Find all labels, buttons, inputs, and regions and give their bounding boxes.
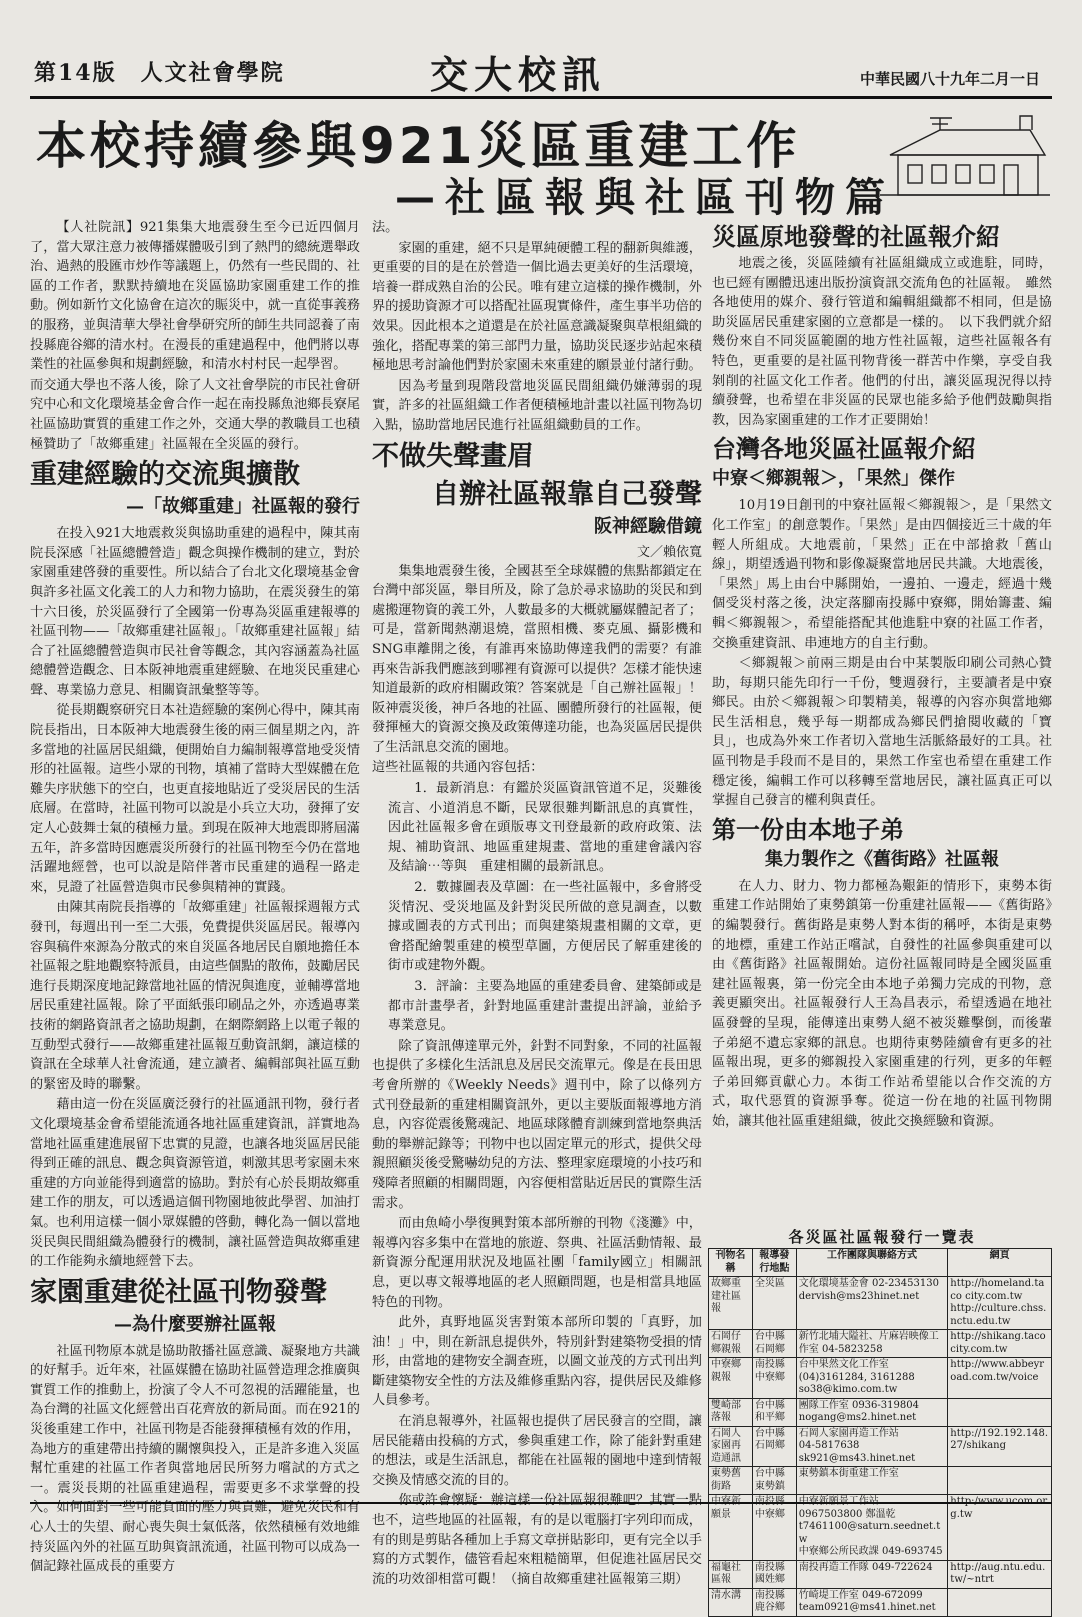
article-paragraph: 因為考量到現階段當地災區民間組織仍嫌薄弱的現實，許多的社區組織工作者便積極地計畫以社區刊物為切入點，協助當地居民進行社區組織動員的工作。	[372, 378, 702, 433]
paper-name: 交大校訊	[430, 52, 607, 97]
article-paragraph: 此外，真野地區災害對策本部所印製的「真野，加油！」中，則在新訊息提供外，特別針對建築物受損的情形，由當地的建物安全調查班，以圖文並茂的方式刊出判斷建築物安全性的方法及維修重點內容，提供居民及維修人員參考。	[372, 1315, 702, 1409]
directory-title: 各災區社區報發行一覽表	[788, 1228, 976, 1246]
column-header: 網頁	[948, 1249, 1052, 1277]
table-header-row	[709, 1249, 1052, 1277]
table-cell-web[interactable]	[948, 1467, 1052, 1495]
table-cell-web[interactable]: http:/www.ucom.org.tw	[948, 1495, 1052, 1561]
table-cell-name: 福龜社區報	[709, 1560, 753, 1588]
section-title-regional: 台灣各地災區社區報介紹	[712, 435, 976, 464]
article-paragraph: 社區刊物原本就是協助散播社區意識、凝聚地方共識的好幫手。近年來，社區媒體在協助社區營造理念推廣與實質工作的推動上，扮演了令人不可忽視的活躍能量，也為台灣的社區文化經營出百花齊放的新局面。而在921的災後重建工作中，社區刊物是否能發揮積極有效的作用，為地方的重建帶出持續的關懷與投入，正是許多進入災區幫忙重建的社區工作者與當地居民所努力嚐試的方式之一。震災長期的社區重建過程，需要更多不求掌聲的投入。如何面對一些可能負面的壓力與責難，避免災民和有心人士的失望、耐心喪失與士氣低落，依然積極有效地維持災區內外的社區互助與資訊流通，社區刊物可以成為一個記錄社區成長的重要方	[30, 1343, 360, 1575]
article-paragraph: 從長期觀察研究日本社造經驗的案例心得中，陳其南院長指出，日本阪神大地震發生後的兩三個星期之內，許多當地的社區居民組織，便開始自力編制報導當地受災情形的社區報。這些小眾的刊物，填補了當時大型媒體在危難失序狀態下的空白，也更直接地貼近了受災居民的生活底層。在當時，社區刊物可以說是小兵立大功，發揮了安定人心鼓舞士氣的積極力量。到現在阪神大地震即將屆滿五年，許多當時因應震災所發行的社區刊物至今仍在當地活躍地經營，也可以說是陪伴著市民重建的過程一路走來，見證了社區營造與市民參與精神的實踐。	[30, 703, 360, 895]
table-cell-contact[interactable]: 石岡人家園再造工作站 04-5817638 sk921@ms43.hinet.net	[796, 1426, 948, 1467]
list-item: 2．數據圖表及草圖：在一些社區報中，多會將受災情況、受災地區及針對災民所做的意見調查，以數據或圖表的方式刊出；而與建築規畫相關的文章，更會搭配繪製重建的模型草圖，方便居民了解重建後的街市或建物外觀。	[387, 880, 702, 974]
table-row	[709, 1330, 1052, 1358]
table-cell-name: 石岡仔鄉親報	[709, 1330, 753, 1358]
bottom-rule	[30, 1502, 1052, 1504]
section-title-exchange: 重建經驗的交流與擴散	[30, 459, 300, 491]
table-cell-area: 南投縣國姓鄉	[752, 1560, 796, 1588]
article-paragraph: 在投入921大地震救災與協助重建的過程中，陳其南院長深感「社區總體營造」觀念與操作機制的建立，對於家園重建啓發的重要性。所以結合了台北文化環境基金會與許多社區文化義工的人力和物力協助，在震災發生的第十六日後，於災區發行了全國第一份專為災區重建報導的社區刊物——「故鄉重建社區報」。「故鄉重建社區報」結合了社區總體營造與市民社會等觀念，其內容涵蓋為社區總體營造觀念、日本阪神地震重建經驗、在地災民重建心聲、專業協力意見、相關資訊彙整等等。	[30, 526, 360, 698]
article-paragraph: 這些社區報的共通內容包括：	[372, 760, 544, 776]
article-paragraph: 家園的重建，絕不只是單純硬體工程的翻新與維護，更重要的目的是在於營造一個比過去更美好的生活環境，培養一群成熟自治的公民。唯有建立這樣的操作機制，外界的援助資源才可以搭配社區現實條件，產生事半功倍的效果。因此根本之道還是在於社區意識凝聚與草根組織的強化，搭配專業的第三部門力量，協助災民逐步站起來積極地思考討論他們對於家園未來重建的願景並付諸行動。	[372, 240, 702, 374]
issue-date: 中華民國八十九年二月一日	[859, 70, 1040, 88]
column-right	[712, 218, 1052, 1218]
list-item: 1．最新消息：有鑑於災區資訊管道不足，災難後流言、小道消息不斷，民眾很難判斷訊息的真實性，因此社區報多會在頭版專文刊登最新的政府政策、法規、補助資訊、地區重建規畫、當地的重建會議內容及結論⋯等與 重建相關的最新訊息。	[387, 781, 702, 875]
directory-body	[709, 1277, 1052, 1617]
table-cell-name: 石岡人家園再造通訊	[709, 1426, 753, 1467]
table-cell-web[interactable]	[948, 1588, 1052, 1616]
table-row	[709, 1277, 1052, 1330]
article-paragraph: 地震之後，災區陸續有社區組織成立或進駐，同時，也已經有團體迅速出版扮演資訊交流角色的社區報。 雖然各地使用的媒介、發行管道和編輯組織都不相同，但是協助災區居民重建家園的立意都是一樣的。 以下我們就介紹幾份來自不同災區範圍的地方性社區報，這些社區報各有特色，更重要的是社區刊物背後一群苦中作樂，享受自我剝削的社區文化工作者。他們的付出，讓災區現況得以持續發聲，也希望在非災區的民眾也能多給予他們鼓勵與指教，因為家園重建的工作才正要開始！	[712, 256, 1052, 428]
table-cell-area: 全災區	[752, 1277, 796, 1330]
article-paragraph: 而由魚崎小學復興對策本部所辦的刊物《淺灘》中，報導內容多集中在當地的旅遊、祭典、社區活動情報、最新資源分配運用狀況及地區社團「family國立」相關訊息，更以專文報導地區的老人照顧問題，也是相當具地區特色的刊物。	[372, 1216, 702, 1310]
column-middle	[372, 218, 702, 1590]
section-subtitle-homeland: —為什麼要辦社區報	[114, 1313, 276, 1335]
table-cell-name: 中寮新願景	[709, 1495, 753, 1561]
main-headline: 本校持續參與921災區重建工作	[36, 117, 801, 175]
table-cell-web[interactable]: http://shikang.taco city.com.tw	[948, 1330, 1052, 1358]
table-cell-contact[interactable]: 文化環境基金會 02-23453130 dervish@ms23hinet.net	[796, 1277, 948, 1330]
article-paragraph: 法。	[372, 220, 399, 235]
table-cell-name: 東勢舊街路	[709, 1467, 753, 1495]
edition-label: 第14版 人文社會學院	[34, 60, 285, 86]
table-row	[709, 1398, 1052, 1426]
table-row	[709, 1588, 1052, 1616]
table-cell-contact[interactable]: 台中果然文化工作室 (04)3161284, 3161288 so38@kimo.com.tw	[796, 1358, 948, 1399]
table-cell-web[interactable]: http://aug.ntu.edu.tw/~ntrt	[948, 1560, 1052, 1588]
table-cell-contact[interactable]: 南投再造工作隊 049-722624	[796, 1560, 948, 1588]
article-paragraph: ＜鄉親報＞前兩三期是由台中某製版印刷公司熱心贊助，每期只能先印行一千份，雙週發行，主要讀者是中寮鄉民。由於＜鄉親報＞印製精美，報導的內容亦與當地鄉民生活相息，幾乎每一期都成為鄉民們搶閱收藏的「寶貝」，也成為外來工作者切入當地生活脈絡最好的工具。社區刊物是手段而不是目的，果然工作室也希望在重建工作穩定後，編輯工作可以移轉至當地居民，讓社區真正可以掌握自己發言的權利與責任。	[712, 656, 1052, 809]
article-paragraph: 在人力、財力、物力都極為艱鉅的情形下，東勢本街重建工作站開始了東勢鎮第一份重建社區報——《舊街路》的編製發行。舊街路是東勢人對本街的稱呼，本街是東勢的地標，重建工作站正嚐試，自發性的社區參與重建可以由《舊街路》社區報開始。這份社區報同時是全國災區重建社區報裏，第一份完全由本地子弟獨力完成的刊物，意義更顯突出。社區報發行人王為昌表示，希望透過在地社區發聲的呈現，能傳達出東勢人絕不被災難擊倒，而後輩子弟絕不遺忘家鄉的訊息。也期待東勢陸續會有更多的社區報出現，更多的鄉親投入家園重建的行列，更多的年輕子弟回鄉貢獻心力。本街工作站希望能以合作交流的方式，取代惡質的資源爭奪。從這一份在地的社區刊物開始，讓其他社區重建組織，彼此交換經驗和資源。	[712, 878, 1052, 1129]
table-cell-contact[interactable]: 新竹北埔大隘社、片麻岩映像工作室 04-5823258	[796, 1330, 948, 1358]
section-subtitle-old-street: 集力製作之《舊街路》社區報	[765, 848, 999, 870]
article-paragraph: 除了資訊傳達單元外，針對不同對象，不同的社區報也提供了多樣化生活訊息及居民交流單元。像是在長田思考會所辦的《Weekly Needs》週刊中，除了以條列方式刊登最新的重建相關資訊外，更以主要版面報導地方消息，內容從震後驚魂記、地區球隊體育訓練到當地祭典活動的舉辦記錄等；刊物中也以固定單元的形式，提供父母親照顧災後受驚嚇幼兒的方法、整理家庭環境的小技巧和殘障者照顧的相關問題，內容便相當貼近居民的實際生活需求。	[372, 1038, 702, 1211]
table-cell-area: 南投縣鹿谷鄉	[752, 1588, 796, 1616]
section-title-homeland: 家園重建從社區刊物發聲	[30, 1276, 327, 1308]
table-cell-name: 雙崎部落報	[709, 1398, 753, 1426]
table-cell-contact[interactable]: 團隊工作室 0936-319804 nogang@ms2.hinet.net	[796, 1398, 948, 1426]
table-row	[709, 1560, 1052, 1588]
table-cell-area: 台中縣石岡鄉	[752, 1426, 796, 1467]
article-paragraph: 藉由這一份在災區廣泛發行的社區通訊刊物，發行者文化環境基金會希望能流通各地社區重建資訊，詳實地為當地社區重建進展留下忠實的見證，也讓各地災區居民能得到正確的訊息、觀念與資源管道，刺激其思考家園未來重建的方向並能得到適當的協助。對於有心於長期故鄉重建工作的朋友，可以透過這個刊物園地彼此學習、加油打氣。也利用這樣一個小眾媒體的啓動，轉化為一個以當地災民與民間組織為體發行的機制，讓社區營造與故鄉重建的工作能夠永續地經營下去。	[30, 1097, 360, 1270]
table-cell-area: 台中縣石岡鄉	[752, 1330, 796, 1358]
table-cell-name: 中寮鄉親報	[709, 1358, 753, 1399]
column-header: 工作團隊與聯絡方式	[796, 1249, 948, 1277]
section-subtitle-hanshin: 阪神經驗借鏡	[594, 515, 702, 537]
table-cell-area: 南投縣中寮鄉	[752, 1495, 796, 1561]
table-row	[709, 1467, 1052, 1495]
section-subtitle-exchange: —「故鄉重建」社區報的發行	[126, 496, 360, 518]
table-cell-area: 台中縣東勢鎮	[752, 1467, 796, 1495]
table-cell-contact[interactable]: 竹崎堤工作室 049-672099 team0921@ms41.hinet.net	[796, 1588, 948, 1616]
table-row	[709, 1426, 1052, 1467]
section-title-local-voice: 災區原地發聲的社區報介紹	[712, 223, 1000, 251]
column-header: 刊物名稱	[709, 1249, 753, 1277]
table-row	[709, 1358, 1052, 1399]
top-rule	[30, 96, 1052, 99]
column-left	[30, 218, 360, 1578]
house-illustration-icon	[880, 110, 1050, 200]
intro-paragraph: 而交通大學也不落人後，除了人文社會學院的市民社會研究中心和文化環境基金會合作一起在南投縣魚池鄉長寮尾社區協助實質的重建工作之外，交通大學的教職員工也積極贊助了「故鄉重建」社區報在全災區的發行。	[30, 377, 360, 452]
table-cell-web[interactable]: http://192.192.148.27/shikang	[948, 1426, 1052, 1467]
column-header: 報導發行地點	[752, 1249, 796, 1277]
main-subheadline: —社區報與社區刊物篇	[395, 175, 895, 221]
article-paragraph: 10月19日創刊的中寮社區報＜鄉親報＞，是「果然文化工作室」的創意製作。「果然」是由四個接近三十歲的年輕人所組成。大地震前，「果然」正在中部搶救「舊山線」，期望透過刊物和影像凝聚當地居民共識。大地震後，「果然」馬上由台中縣開始，一邊拍、一邊走，經過十幾個受災村落之後，決定落腳南投縣中寮鄉，開始籌畫、編輯＜鄉親報＞，希望能搭配其他進駐中寮的社區工作者，交換重建資訊、串連地方的自主行動。	[712, 498, 1052, 651]
article-paragraph: 你或許會懷疑：辦這樣一份社區報很難吧？其實一點也不，這些地區的社區報，有的是以電腦打字列印而成，有的則是剪貼各種加上手寫文章拼貼影印，更有完全以手寫的方式製作，儘管看起來粗糙簡單，但促進社區居民交流的功效卻相當可觀！（摘自故鄉重建社區報第三期）	[372, 1493, 702, 1587]
table-cell-web[interactable]	[948, 1398, 1052, 1426]
list-item: 3．評論：主要為地區的重建委員會、建築師或是都市計畫學者，針對地區重建計畫提出評論，並給予專業意見。	[387, 979, 702, 1034]
section-title-self-voice: 自辦社區報靠自己發聲	[432, 478, 702, 510]
author-byline: 文／賴依寬	[636, 544, 702, 560]
table-cell-name: 清水溝	[709, 1588, 753, 1616]
table-cell-contact[interactable]: 東勢鎮本街重建工作室	[796, 1467, 948, 1495]
section-subtitle-zhongliao: 中寮＜鄉親報＞，「果然」傑作	[712, 468, 955, 490]
directory-table	[708, 1248, 1052, 1617]
table-cell-web[interactable]: http://www.abbeyroad.com.tw/voice	[948, 1358, 1052, 1399]
table-cell-area: 南投縣中寮鄉	[752, 1358, 796, 1399]
table-cell-contact[interactable]: 中寮新願景工作站 0967503800 鄭溫乾 t7461100@saturn.seednet.tw 中寮鄉公所民政課 049-693745	[796, 1495, 948, 1561]
intro-paragraph: 【人社院訊】921集集大地震發生至今已近四個月了，當大眾注意力被傳播媒體吸引到了熱門的總統選舉政治、過熱的股匯市炒作等議題上，仍然有一些民間的、社區的工作者，默默持續地在災區協助家園重建工作的推動。例如新竹文化協會在這次的賑災中，就一直從事義務的服務，並與清華大學社會學研究所的師生共同認養了南投縣鹿谷鄉的清水村。在漫長的重建過程中，他們將以專業性的社區參與和規劃經驗，和清水村村民一起學習。	[30, 220, 360, 373]
table-cell-web[interactable]: http://homeland.taco city.com.tw http://culture.chss.nctu.edu.tw	[948, 1277, 1052, 1330]
section-title-first-local: 第一份由本地子弟	[712, 815, 904, 844]
table-cell-area: 台中縣和平鄉	[752, 1398, 796, 1426]
article-paragraph: 集集地震發生後，全國甚至全球媒體的焦點都鎖定在台灣中部災區，舉目所及，除了急於尋求協助的災民和到處搬運物資的義工外，人數最多的大概就屬媒體記者了；可是，當新聞熱潮退燒，當照相機、麥克風、攝影機和SNG車離開之後，有誰再來協助傳達我們的需要？有誰再來告訴我們應該到哪裡有資源可以提供？怎樣才能快速知道最新的政府相關政策？答案就是「自己辦社區報」！阪神震災後，神戶各地的社區、團體所發行的社區報，便發揮極大的資源交換及政策傳達功能，也為災區居民提供了生活訊息交流的園地。	[372, 563, 702, 755]
article-paragraph: 在消息報導外，社區報也提供了居民發言的空間，讓居民能藉由投稿的方式，參與重建工作，除了能針對重建的想法，或是生活訊息，都能在社區報的園地中達到情報交換及情感交流的目的。	[372, 1414, 702, 1488]
section-title-silent: 不做失聲畫眉	[372, 440, 534, 472]
article-paragraph: 由陳其南院長指導的「故鄉重建」社區報採週報方式發刊，每週出刊一至二大張，免費提供災區居民。報導內容與稿件來源為分散式的來自災區各地居民自願地擔任本社區報之駐地觀察特派員，由這些個點的散佈，鼓勵居民進行長期深度地記錄當地社區的情況與進度，並輔導當地居民重建社區報。除了平面紙張印刷品之外，亦透過專業技術的網路資訊者之協助規劃，在網際網路上以電子報的互動型式發行——故鄉重建社區報互動資訊網，讓這樣的資訊在全球華人社會流通，建立讀者、編輯部與社區互動的緊密及時的聯繫。	[30, 900, 360, 1092]
table-row	[709, 1495, 1052, 1561]
table-cell-name: 故鄉重建社區報	[709, 1277, 753, 1330]
